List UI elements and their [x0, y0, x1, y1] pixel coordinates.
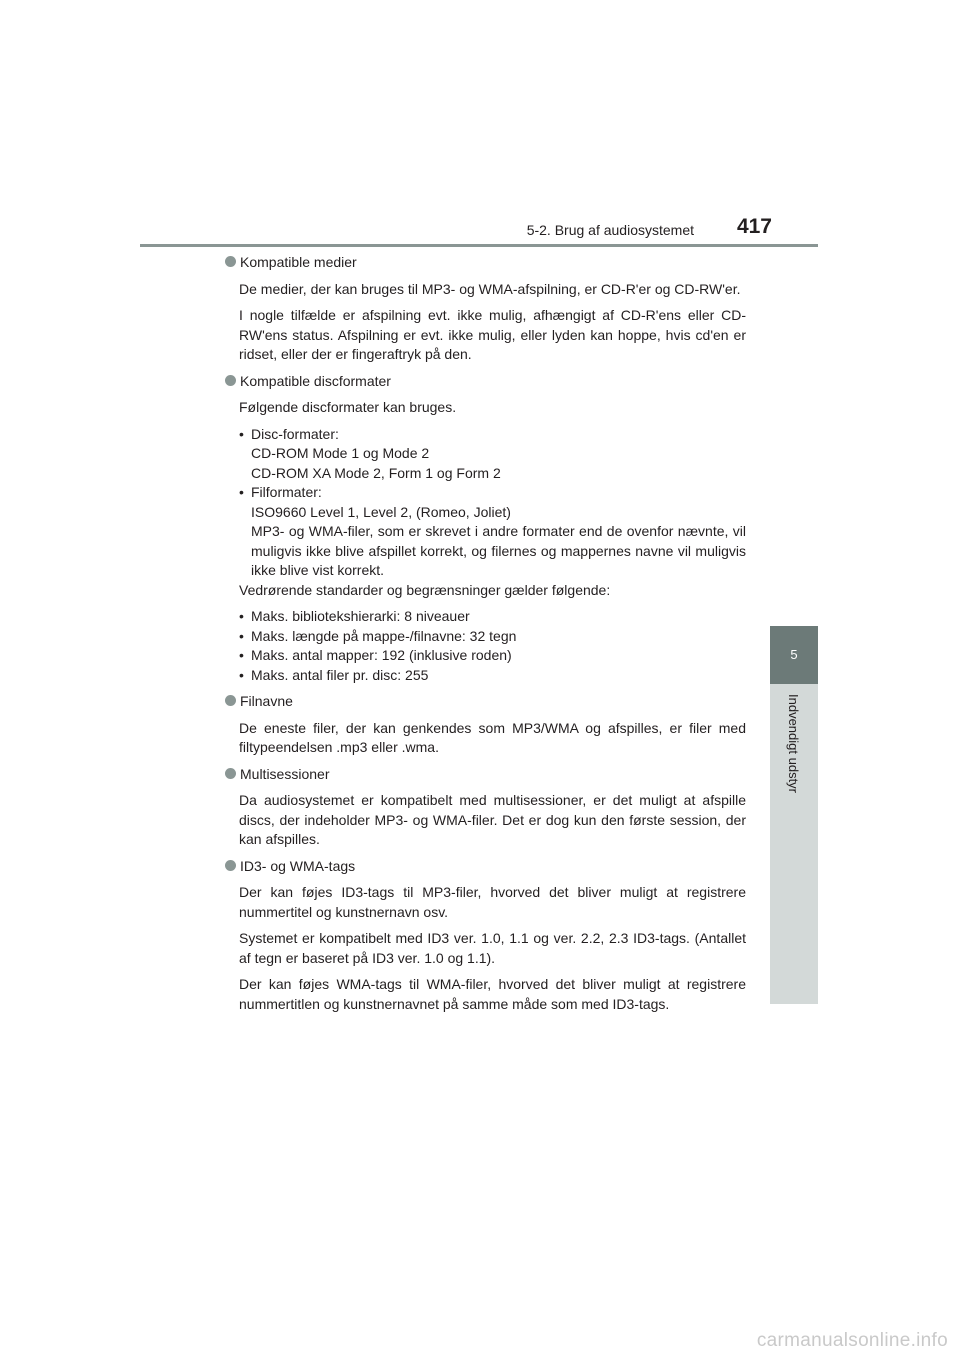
list-item: [239, 483, 746, 581]
chapter-tab: [770, 684, 818, 1004]
paragraph: Følgende discformater kan bruges.: [239, 399, 457, 415]
page-content: [224, 253, 746, 1021]
section-heading: [224, 765, 746, 785]
paragraph: Da audiosystemet er kompatibelt med multisessioner, er det muligt at afspille discs, der indeholder MP3- og WMA-filer. Det er dog kun den første session, der kan afspilles.: [239, 792, 746, 847]
section-heading-text: Kompatible discformater: [240, 372, 391, 389]
section-heading-text: Multisessioner: [240, 765, 330, 782]
list-item-line: MP3- og WMA-filer, som er skrevet i andre formater end de ovenfor nævnte, vil muligvis ikke blive afspillet korrekt, og filernes og mappernes navne vil muligvis ikke blive vist korrekt.: [251, 523, 746, 578]
list-item: • Maks. bibliotekshierarki: 8 niveauer: [239, 607, 746, 627]
bullet-dot-icon: [225, 256, 236, 267]
section-heading-text: Kompatible medier: [240, 254, 357, 270]
page-header: [140, 212, 818, 248]
footer-watermark: carmanualsonline.info: [756, 1330, 948, 1351]
list-item-label: • Filformater:: [251, 484, 322, 500]
paragraph: I nogle tilfælde er afspilning evt. ikke mulig, afhængigt af CD-R'ens eller CD-RW'ens status. Afspilning er evt. ikke mulig, eller lyden kan hoppe, hvis cd'en er ridset, eller der er fingeraftryk på den.: [239, 307, 746, 362]
bullet-dot-icon: [225, 375, 236, 386]
paragraph: Vedrørende standarder og begrænsninger gælder følgende:: [239, 581, 611, 598]
paragraph: Der kan føjes WMA-tags til WMA-filer, hvorved det bliver muligt at registrere nummertitlen og kunstnernavnet på samme måde som med ID3-tags.: [239, 976, 746, 1012]
chapter-tab-label: Indvendigt udstyr: [786, 694, 801, 794]
paragraph: Der kan føjes ID3-tags til MP3-filer, hvorved det bliver muligt at registrere nummertitel og kunstnernavn osv.: [239, 884, 746, 920]
list-item: [239, 425, 746, 484]
header-rule: [140, 244, 818, 247]
chapter-tab-number: 5: [770, 626, 818, 684]
list-item-line: CD-ROM Mode 1 og Mode 2: [251, 445, 430, 461]
bullet-dot-icon: [225, 860, 236, 871]
format-list: [239, 425, 746, 581]
section-heading: [224, 253, 746, 273]
section-heading: [224, 372, 746, 392]
list-item: • Maks. antal mapper: 192 (inklusive roden): [239, 646, 746, 666]
section-heading: [224, 857, 746, 877]
list-item-line: ISO9660 Level 1, Level 2, (Romeo, Joliet): [251, 503, 511, 520]
list-item: • Maks. antal filer pr. disc: 255: [239, 666, 746, 686]
list-item: • Maks. længde på mappe-/filnavne: 32 tegn: [239, 627, 746, 647]
page-number: 417: [736, 215, 772, 238]
section-heading-text: ID3- og WMA-tags: [240, 857, 356, 874]
paragraph: Systemet er kompatibelt med ID3 ver. 1.0, 1.1 og ver. 2.2, 2.3 ID3-tags. (Antallet af tegn er baseret på ID3 ver. 1.0 og 1.1).: [239, 930, 746, 966]
bullet-dot-icon: [225, 695, 236, 706]
header-section-title: 5-2. Brug af audiosystemet: [526, 222, 694, 238]
bullet-dot-icon: [225, 768, 236, 779]
list-item-label: • Disc-formater:: [251, 425, 339, 442]
paragraph: De medier, der kan bruges til MP3- og WMA-afspilning, er CD-R'er og CD-RW'er.: [239, 280, 741, 297]
section-heading: [224, 692, 746, 712]
list-item-line: CD-ROM XA Mode 2, Form 1 og Form 2: [251, 464, 501, 481]
section-heading-text: Filnavne: [240, 693, 293, 709]
limits-list: [239, 607, 746, 685]
paragraph: De eneste filer, der kan genkendes som MP3/WMA og afspilles, er filer med filtypeendelsen .mp3 eller .wma.: [239, 719, 746, 755]
